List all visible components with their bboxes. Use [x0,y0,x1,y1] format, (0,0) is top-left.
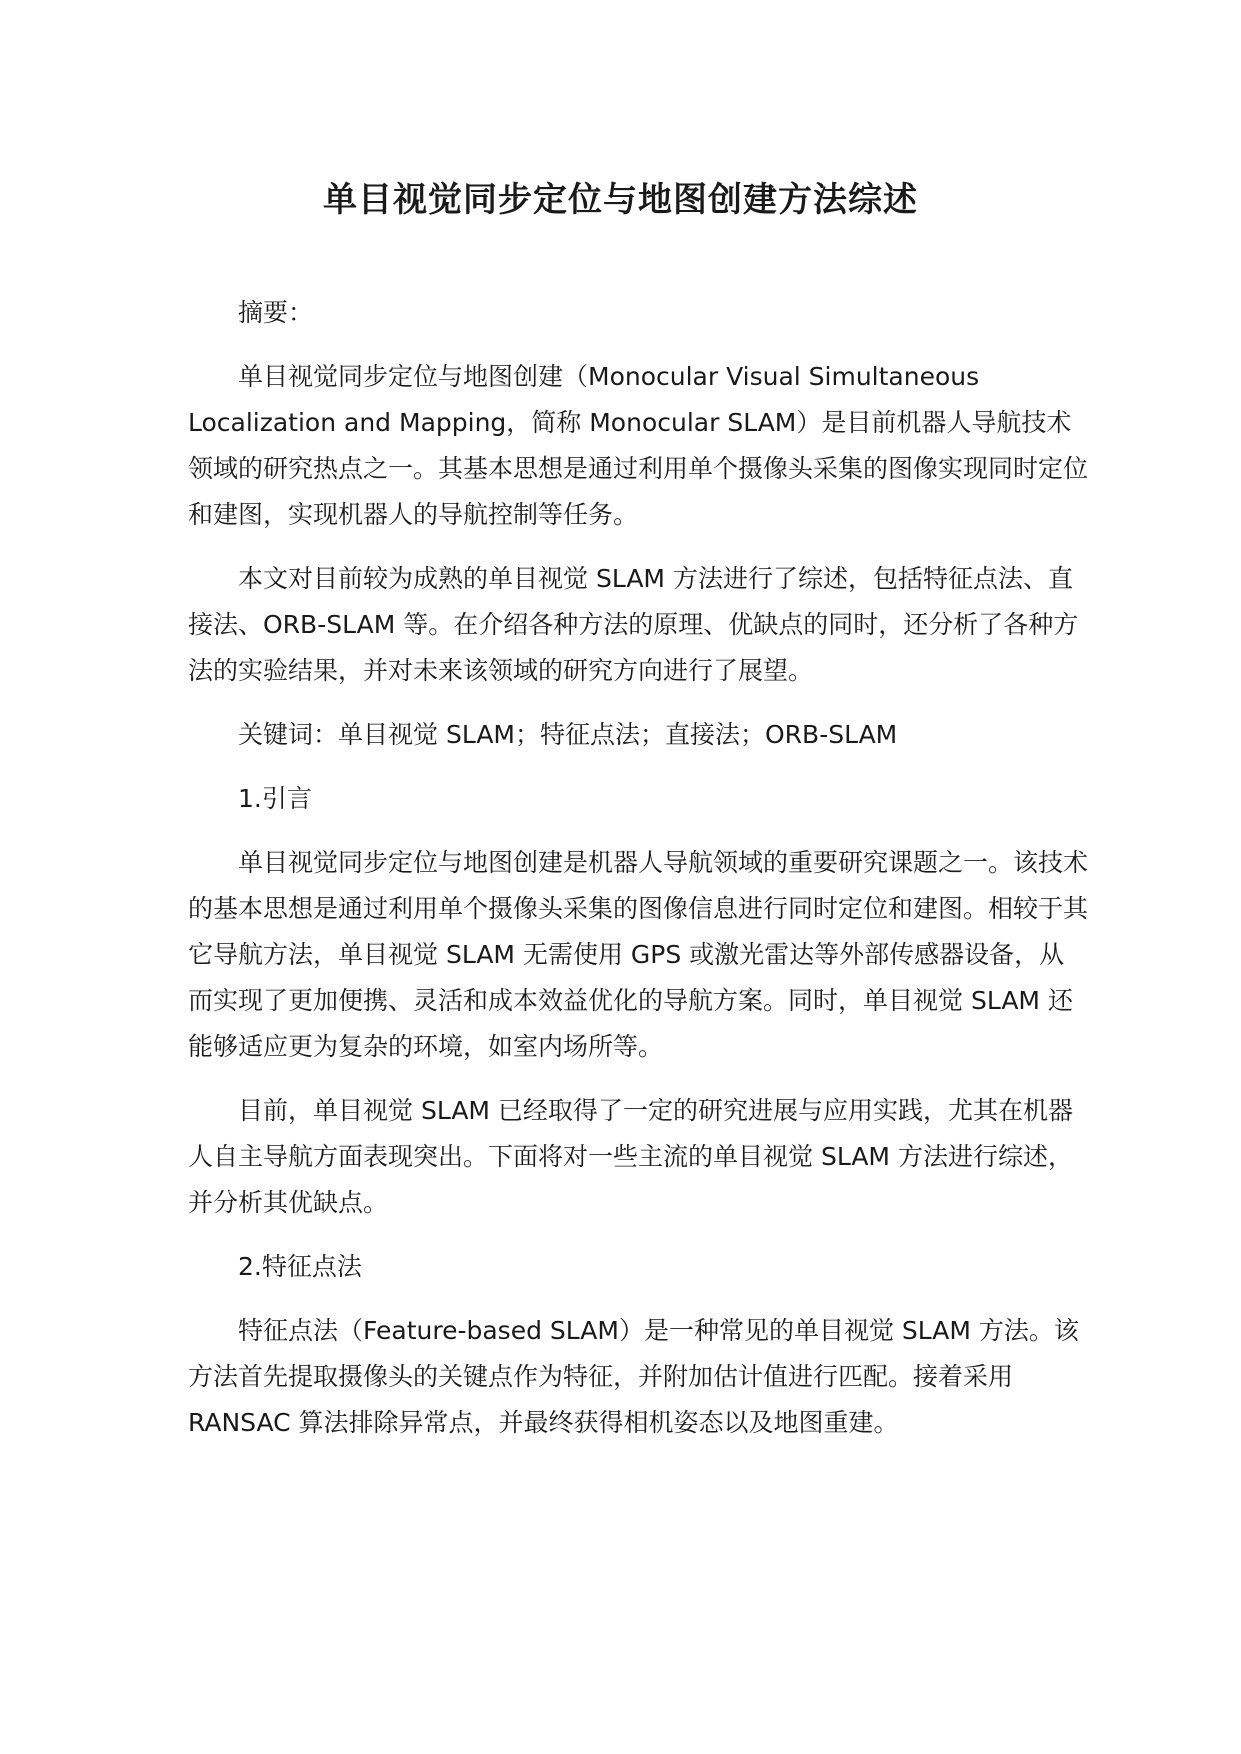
abstract-label: 摘要： [238,298,314,327]
section-1-paragraph-2: 目前，单目视觉 SLAM 已经取得了一定的研究进展与应用实践，尤其在机器人自主导航方面表现突出。下面将对一些主流的单目视觉 SLAM 方法进行综述，并分析其优缺点。 [188,1096,1073,1217]
section-2-heading: 2.特征点法 [238,1252,362,1281]
abstract-paragraph-2: 本文对目前较为成熟的单目视觉 SLAM 方法进行了综述，包括特征点法、直接法、ORB-SLAM 等。在介绍各种方法的原理、优缺点的同时，还分析了各种方法的实验结果，并对未来该领域的研究方向进行了展望。 [188,564,1079,685]
keywords-line: 关键词：单目视觉 SLAM；特征点法；直接法；ORB-SLAM [238,720,898,749]
section-2-paragraph-1: 特征点法（Feature-based SLAM）是一种常见的单目视觉 SLAM 方法。该方法首先提取摄像头的关键点作为特征，并附加估计值进行匹配。接着采用 RANSAC 算法排除异常点，并最终获得相机姿态以及地图重建。 [188,1316,1079,1437]
document-body [188,290,1088,1464]
abstract-paragraph-1: 单目视觉同步定位与地图创建（Monocular Visual Simultaneous Localization and Mapping，简称 Monocular SLAM）是目前机器人导航技术领域的研究热点之一。其基本思想是通过利用单个摄像头采集的图像实现同时定位和建图，实现机器人的导航控制等任务。 [188,362,1089,529]
document-title: 单目视觉同步定位与地图创建方法综述 [323,180,918,220]
section-1-paragraph-1: 单目视觉同步定位与地图创建是机器人导航领域的重要研究课题之一。该技术的基本思想是通过利用单个摄像头采集的图像信息进行同时定位和建图。相较于其它导航方法，单目视觉 SLAM 无需使用 GPS 或激光雷达等外部传感器设备，从而实现了更加便携、灵活和成本效益优化的导航方案。同时，单目视觉 SLAM 还能够适应更为复杂的环境，如室内场所等。 [188,848,1089,1061]
section-1-heading: 1.引言 [238,784,312,813]
